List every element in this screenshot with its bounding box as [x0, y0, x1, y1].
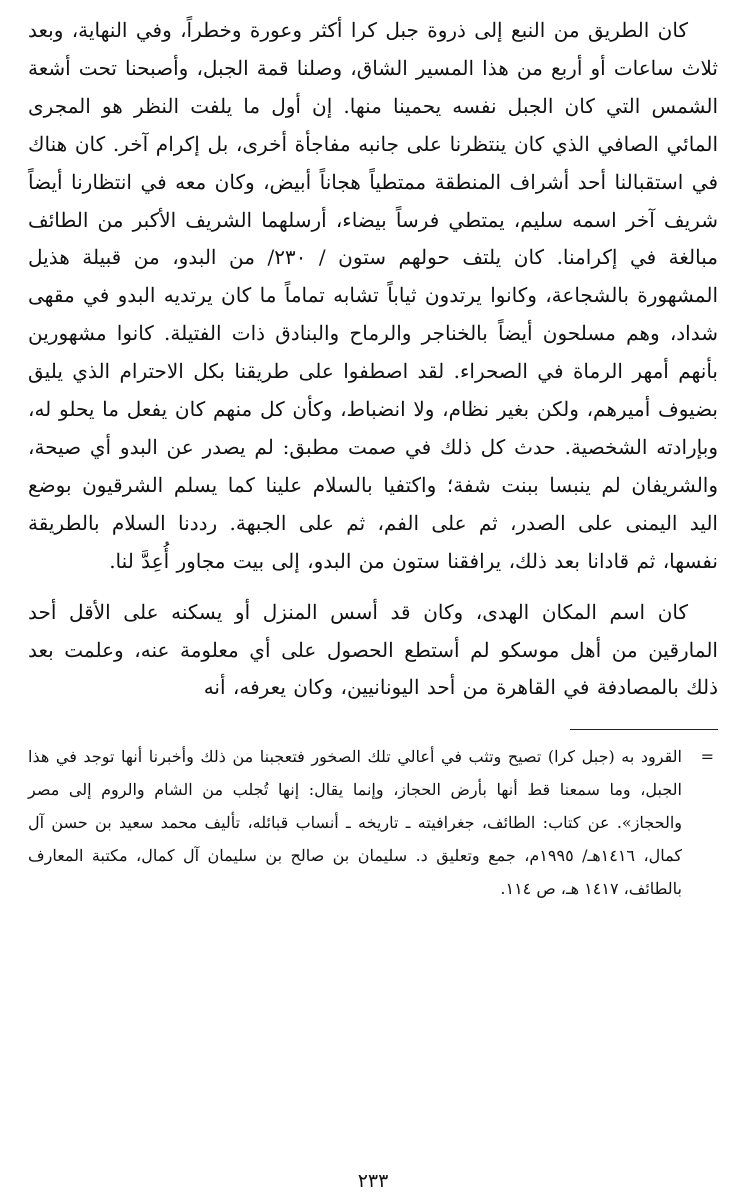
footnote	[28, 740, 718, 905]
footnote-marker: =	[700, 747, 714, 767]
footnote-separator	[570, 729, 718, 730]
body-paragraph-1: كان الطريق من النبع إلى ذروة جبل كرا أكثر وعورة وخطراً، وفي النهاية، وبعد ثلاث ساعات أو أربع من هذا المسير الشاق، وصلنا قمة الجبل، وأصبحنا تحت أشعة الشمس التي كان الجبل نفسه يحمينا منها. إن أول ما يلفت النظر هو المجرى المائي الصافي الذي كان ينتظرنا على جانبه مفاجأة أخرى، بل إكرام آخر. كان هناك في استقبالنا أحد أشراف المنطقة ممتطياً هجاناً أبيض، وكان معه في انتظارنا أيضاً شريف آخر اسمه سليم، يمتطي فرساً بيضاء، أرسلهما الشريف الأكبر من الطائف مبالغة في إكرامنا. كان يلتف حولهم ستون / ٢٣٠/ من البدو، من قبيلة هذيل المشهورة بالشجاعة، وكانوا يرتدون ثياباً تشابه تماماً ما كان يرتديه البدو في مقهى شداد، وهم مسلحون أيضاً بالخناجر والرماح والبنادق ذات الفتيلة. كانوا مشهورين بأنهم أمهر الرماة في الصحراء. لقد اصطفوا على طريقنا بكل الاحترام الذي يليق بضيوف أميرهم، ولكن بغير نظام، ولا انضباط، وكأن كل منهم كان يفعل ما يحلو له، وبإرادته الشخصية. حدث كل ذلك في صمت مطبق: لم يصدر عن البدو أي صيحة، والشريفان لم ينبسا ببنت شفة؛ واكتفيا بالسلام علينا كما يسلم الشرقيون بوضع اليد اليمنى على الصدر، ثم على الفم، ثم على الجبهة. رددنا السلام بالطريقة نفسها، ثم قادانا بعد ذلك، يرافقنا ستون من البدو، إلى بيت مجاور أُعِدَّ لنا.	[28, 18, 718, 573]
page-number: ٢٣٣	[357, 1170, 389, 1192]
book-page	[28, 12, 718, 1192]
footnote-text: القرود به (جبل كرا) تصيح وتثب في أعالي تلك الصخور فتعجبنا من ذلك وأخبرنا أنها توجد في هذا الجبل، وما سمعنا قط أنها بأرض الحجاز، وإنما يقال: إنها تُجلب من الشام والروم إلى مصر والحجاز». عن كتاب: الطائف، جغرافيته ـ تاريخه ـ أنساب قبائله، تأليف محمد سعيد بن حسن آل كمال، ١٤١٦هـ/ ١٩٩٥م، جمع وتعليق د. سليمان بن صالح بن سليمان آل كمال، مكتبة المعارف بالطائف، ١٤١٧ هـ، ص ١١٤.	[28, 747, 683, 899]
body-paragraph-2: كان اسم المكان الهدى، وكان قد أسس المنزل أو يسكنه على الأقل أحد المارقين من أهل موسكو لم أستطع الحصول على أي معلومة عنه، وعلمت بعد ذلك بالمصادفة في القاهرة من أحد اليونانيين، وكان يعرفه، أنه	[28, 599, 718, 700]
